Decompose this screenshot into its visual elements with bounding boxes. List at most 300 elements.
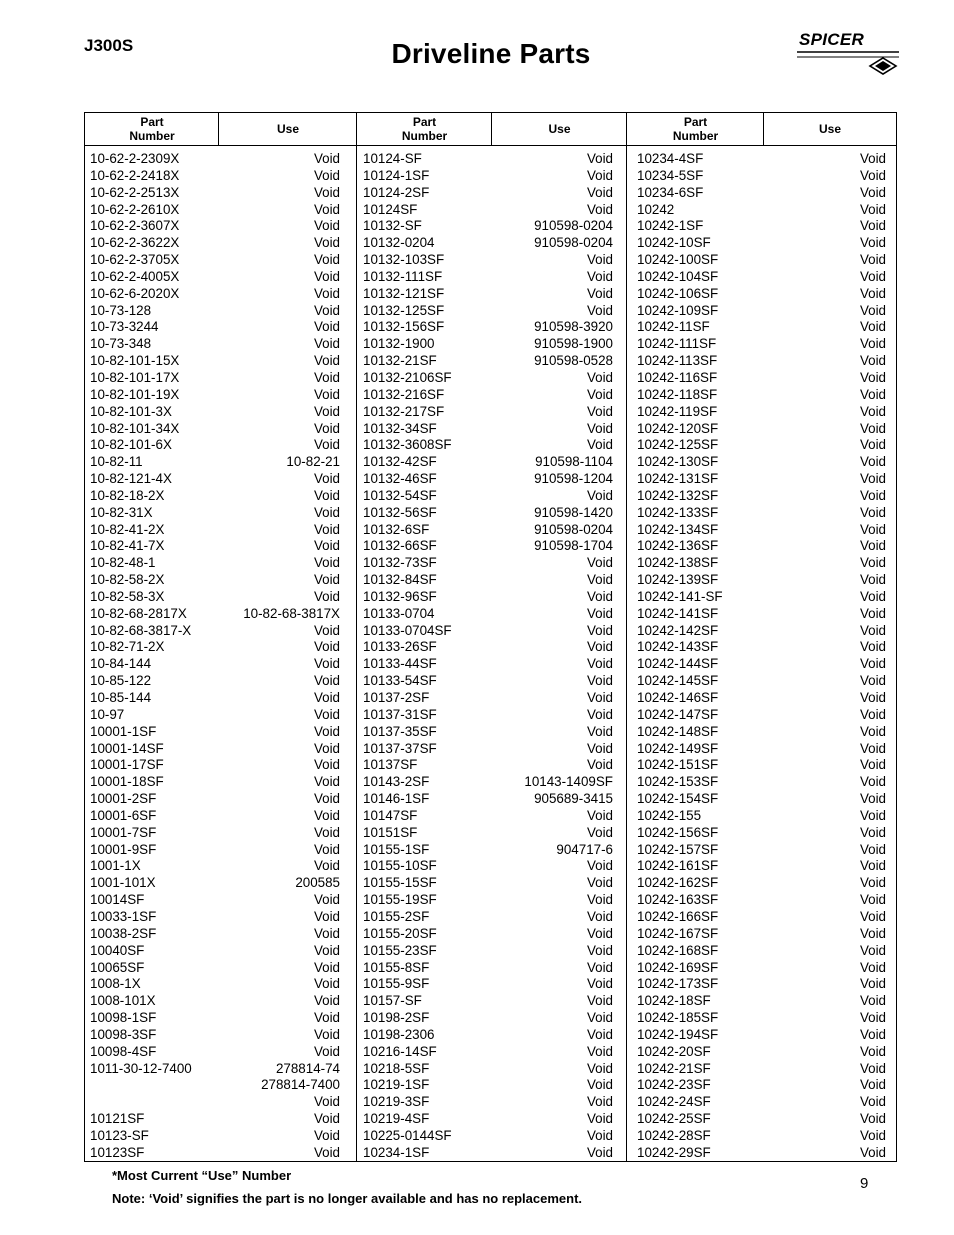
table-row (90, 421, 340, 438)
part-number-cell: 10001-18SF (90, 774, 164, 790)
use-cell: Void (313, 1026, 340, 1042)
table-row (363, 319, 613, 336)
table-row (637, 303, 886, 320)
use-cell: Void (313, 252, 340, 268)
part-number-cell: 10242-20SF (637, 1043, 711, 1059)
use-cell: Void (859, 858, 886, 874)
table-row (90, 151, 340, 168)
part-number-cell: 10132-21SF (363, 353, 437, 369)
use-cell: Void (313, 723, 340, 739)
table-row (363, 960, 613, 977)
table-row (363, 825, 613, 842)
table-row (90, 538, 340, 555)
use-cell: Void (859, 353, 886, 369)
use-cell: Void (313, 487, 340, 503)
table-row (637, 690, 886, 707)
use-cell: 910598-0528 (534, 353, 613, 369)
use-cell: Void (313, 184, 340, 200)
parts-column-2 (363, 151, 613, 1162)
part-number-cell: 10242-120SF (637, 420, 719, 436)
use-cell: Void (313, 285, 340, 301)
use-cell: Void (586, 403, 613, 419)
table-row (363, 976, 613, 993)
part-number-cell: 10242-136SF (637, 538, 719, 554)
part-number-cell: 10-73-3244 (90, 319, 159, 335)
use-cell: Void (313, 538, 340, 554)
part-number-cell: 10-62-2-2610X (90, 201, 180, 217)
table-row (637, 218, 886, 235)
table-row (637, 1077, 886, 1094)
part-number-cell: 10151SF (363, 824, 418, 840)
use-cell: Void (859, 656, 886, 672)
use-cell: Void (859, 942, 886, 958)
use-cell: Void (859, 841, 886, 857)
part-number-cell: 10-82-11 (90, 454, 143, 470)
part-number-cell: 10033-1SF (90, 908, 157, 924)
page-title: Driveline Parts (391, 38, 591, 69)
table-row (90, 235, 340, 252)
table-row (363, 252, 613, 269)
part-number-cell: 10155-19SF (363, 892, 437, 908)
use-cell: Void (586, 959, 613, 975)
part-number-cell: 10242-141-SF (637, 588, 723, 604)
part-number-cell: 10040SF (90, 942, 145, 958)
use-cell: Void (859, 252, 886, 268)
use-cell: 910598-1900 (534, 336, 613, 352)
table-row (637, 858, 886, 875)
part-number-cell: 10-82-101-34X (90, 420, 180, 436)
table-row (90, 185, 340, 202)
use-cell: Void (313, 471, 340, 487)
table-row (363, 1044, 613, 1061)
table-row (363, 656, 613, 673)
table-row (363, 993, 613, 1010)
table-row (363, 589, 613, 606)
table-row (637, 943, 886, 960)
part-number-cell: 10001-2SF (90, 791, 157, 807)
use-cell: Void (586, 690, 613, 705)
part-number-cell: 10234-6SF (637, 184, 704, 200)
part-number-cell: 10234-5SF (637, 167, 704, 183)
part-number-cell: 10242-145SF (637, 673, 719, 689)
use-cell: Void (859, 690, 886, 705)
part-number-cell: 10242-109SF (637, 302, 719, 318)
use-cell: Void (586, 588, 613, 604)
use-cell: Void (586, 1060, 613, 1076)
part-number-cell: 10157-SF (363, 993, 422, 1009)
use-cell: Void (859, 1026, 886, 1042)
use-cell: Void (586, 925, 613, 941)
part-number-cell: 10242-148SF (637, 723, 719, 739)
part-number-cell: 10123SF (90, 1144, 145, 1160)
table-row (363, 707, 613, 724)
part-number-cell: 10242-194SF (637, 1026, 719, 1042)
table-row (363, 454, 613, 471)
use-cell: Void (586, 824, 613, 840)
use-cell: 910598-1704 (534, 538, 613, 554)
part-number-cell: 10219-1SF (363, 1077, 430, 1093)
use-cell: Void (313, 201, 340, 217)
table-row (90, 875, 340, 892)
use-cell: Void (859, 369, 886, 385)
table-row (363, 1128, 613, 1145)
use-cell: Void (313, 1010, 340, 1026)
use-cell: Void (586, 1111, 613, 1127)
table-row (637, 454, 886, 471)
part-number-cell: 10242-28SF (637, 1127, 711, 1143)
part-number-cell: 10146-1SF (363, 791, 430, 807)
part-number-cell: 10155-1SF (363, 841, 430, 857)
part-number-cell: 10242-23SF (637, 1077, 711, 1093)
part-number-cell: 10242-18SF (637, 993, 711, 1009)
use-cell: Void (313, 690, 340, 705)
use-cell: Void (586, 993, 613, 1009)
part-number-cell: 10242-113SF (637, 353, 718, 369)
part-number-cell: 10242-106SF (637, 285, 719, 301)
use-cell: 910598-1104 (535, 454, 613, 470)
table-row (363, 218, 613, 235)
use-cell: Void (313, 1111, 340, 1127)
part-number-cell: 10132-1900 (363, 336, 435, 352)
table-row (637, 976, 886, 993)
part-number-cell: 10137-31SF (363, 706, 437, 722)
use-cell: Void (586, 622, 613, 638)
table-row (363, 757, 613, 774)
table-row (90, 724, 340, 741)
part-number-cell: 10155-9SF (363, 976, 430, 992)
use-cell: Void (859, 1043, 886, 1059)
part-number-cell: 10218-5SF (363, 1060, 430, 1076)
part-number-cell: 10143-2SF (363, 774, 430, 790)
table-row (363, 690, 613, 707)
part-number-cell: 10242-104SF (637, 268, 719, 284)
table-row (363, 235, 613, 252)
part-number-cell: 10198-2SF (363, 1010, 430, 1026)
table-row (637, 1061, 886, 1078)
table-row (90, 976, 340, 993)
table-row (637, 1128, 886, 1145)
part-number-cell: 10137-35SF (363, 723, 437, 739)
part-number-cell: 10124-2SF (363, 184, 430, 200)
table-row (637, 673, 886, 690)
page-number: 9 (860, 1175, 869, 1192)
footnote-current-use: *Most Current “Use” Number (112, 1168, 292, 1183)
use-cell: Void (313, 925, 340, 941)
part-number-cell: 10-62-2-3705X (90, 252, 180, 268)
use-cell: Void (313, 892, 340, 908)
table-row (90, 842, 340, 859)
table-row (363, 202, 613, 219)
table-row (90, 639, 340, 656)
part-number-cell: 10242-116SF (637, 369, 718, 385)
part-number-cell: 10-82-101-19X (90, 386, 180, 402)
use-cell: 278814-7400 (261, 1077, 340, 1093)
part-number-cell: 10137-2SF (363, 690, 430, 705)
use-cell: Void (859, 892, 886, 908)
table-row (637, 1027, 886, 1044)
part-number-cell: 10-82-48-1 (90, 555, 156, 571)
table-row (363, 421, 613, 438)
part-number-cell: 10124-SF (363, 151, 422, 166)
table-row (637, 437, 886, 454)
use-cell: Void (586, 1026, 613, 1042)
table-row (90, 926, 340, 943)
use-cell: Void (586, 1094, 613, 1110)
table-row (90, 454, 340, 471)
table-row (363, 303, 613, 320)
part-number-cell: 10132-216SF (363, 386, 445, 402)
table-row (637, 909, 886, 926)
part-number-cell: 10155-8SF (363, 959, 430, 975)
part-number-cell: 10001-1SF (90, 723, 157, 739)
part-number-cell: 10132-0204 (363, 235, 435, 251)
header-use-1: Use (276, 122, 299, 136)
part-number-cell: 10-82-101-17X (90, 369, 180, 385)
use-cell: Void (586, 487, 613, 503)
use-cell: Void (313, 959, 340, 975)
parts-table (84, 112, 897, 1162)
use-cell: Void (586, 572, 613, 588)
use-cell: Void (313, 151, 340, 166)
table-row (363, 471, 613, 488)
table-row (90, 741, 340, 758)
use-cell: Void (313, 268, 340, 284)
part-number-cell: 10242-132SF (637, 487, 719, 503)
part-number-cell: 10242-29SF (637, 1144, 711, 1160)
use-cell: Void (313, 791, 340, 807)
part-number-cell: 10242-131SF (637, 471, 719, 487)
table-row (637, 606, 886, 623)
part-number-cell: 10242-185SF (637, 1010, 719, 1026)
table-row (90, 336, 340, 353)
part-number-cell: 10198-2306 (363, 1026, 435, 1042)
part-number-cell: 10-62-2-2309X (90, 151, 180, 166)
use-cell: Void (586, 184, 613, 200)
table-row (363, 791, 613, 808)
use-cell: 10143-1409SF (524, 774, 613, 790)
part-number-cell: 10155-15SF (363, 875, 437, 891)
part-number-cell: 10147SF (363, 807, 418, 823)
part-number-cell: 10132-217SF (363, 403, 445, 419)
table-row (363, 1061, 613, 1078)
use-cell: Void (586, 875, 613, 891)
part-number-cell: 10133-54SF (363, 673, 437, 689)
table-row (90, 218, 340, 235)
table-row (90, 993, 340, 1010)
use-cell: Void (859, 622, 886, 638)
use-cell: Void (586, 285, 613, 301)
parts-column-3 (637, 151, 886, 1162)
table-row (637, 555, 886, 572)
column-divider (356, 113, 357, 1161)
part-number-cell: 10137SF (363, 757, 418, 773)
part-number-cell: 10-73-128 (90, 302, 152, 318)
part-number-cell: 10-82-58-2X (90, 572, 165, 588)
part-number-cell: 1011-30-12-7400 (90, 1060, 192, 1076)
use-cell: Void (586, 807, 613, 823)
part-number-cell: 10242-149SF (637, 740, 719, 756)
part-number-cell: 10-62-2-2513X (90, 184, 180, 200)
use-cell: Void (859, 201, 886, 217)
part-number-cell: 10225-0144SF (363, 1127, 452, 1143)
use-cell: Void (313, 572, 340, 588)
use-cell: Void (859, 925, 886, 941)
use-cell: 910598-1420 (534, 504, 613, 520)
part-number-cell: 1008-1X (90, 976, 141, 992)
use-cell: Void (859, 572, 886, 588)
use-cell: Void (313, 740, 340, 756)
part-number-cell: 10001-14SF (90, 740, 164, 756)
use-cell: Void (859, 386, 886, 402)
table-row (637, 639, 886, 656)
use-cell: Void (859, 454, 886, 470)
part-number-cell: 10124SF (363, 201, 418, 217)
part-number-cell: 10234-1SF (363, 1144, 430, 1160)
use-cell: Void (586, 892, 613, 908)
use-cell: Void (313, 218, 340, 234)
table-row (637, 1094, 886, 1111)
table-row (637, 353, 886, 370)
part-number-cell: 10242-166SF (637, 908, 719, 924)
header-use-3: Use (818, 122, 841, 136)
use-cell: Void (859, 976, 886, 992)
part-number-cell: 10-82-41-7X (90, 538, 165, 554)
header-divider (218, 113, 219, 146)
part-number-cell: 10242-153SF (637, 774, 719, 790)
table-row (637, 471, 886, 488)
part-number-cell: 10242-130SF (637, 454, 719, 470)
table-row (637, 892, 886, 909)
use-cell: Void (586, 1043, 613, 1059)
part-number-cell: 10242-133SF (637, 504, 719, 520)
part-number-cell: 10242-151SF (637, 757, 719, 773)
use-cell: Void (313, 858, 340, 874)
table-row (363, 842, 613, 859)
use-cell: Void (313, 774, 340, 790)
table-row (637, 336, 886, 353)
use-cell: Void (586, 437, 613, 453)
table-row (637, 370, 886, 387)
table-row (363, 538, 613, 555)
table-row (90, 757, 340, 774)
part-number-cell: 10065SF (90, 959, 145, 975)
document-code: J300S (84, 36, 134, 55)
part-number-cell: 10155-23SF (363, 942, 437, 958)
part-number-cell: 10-82-41-2X (90, 521, 165, 537)
use-cell: Void (586, 673, 613, 689)
table-row (363, 1111, 613, 1128)
use-cell: Void (859, 235, 886, 251)
part-number-cell: 10-85-122 (90, 673, 152, 689)
part-number-cell: 10242-173SF (637, 976, 719, 992)
part-number-cell: 10-82-101-3X (90, 403, 172, 419)
header-part-number-2: Part Number (401, 115, 448, 143)
part-number-cell: 10098-3SF (90, 1026, 157, 1042)
part-number-cell: 10242-141SF (637, 605, 719, 621)
use-cell: Void (313, 420, 340, 436)
use-cell: Void (859, 285, 886, 301)
part-number-cell: 10155-20SF (363, 925, 437, 941)
use-cell: Void (586, 369, 613, 385)
use-cell: Void (313, 942, 340, 958)
table-row (637, 589, 886, 606)
table-row (637, 522, 886, 539)
part-number-cell: 10242-163SF (637, 892, 719, 908)
part-number-cell: 10-82-58-3X (90, 588, 165, 604)
part-number-cell: 10014SF (90, 892, 145, 908)
table-row (637, 791, 886, 808)
table-row (363, 909, 613, 926)
table-row (637, 623, 886, 640)
table-row (363, 353, 613, 370)
table-row (637, 825, 886, 842)
table-row (363, 892, 613, 909)
header-divider (763, 113, 764, 146)
part-number-cell: 10242-138SF (637, 555, 719, 571)
use-cell: Void (313, 437, 340, 453)
table-row (90, 404, 340, 421)
part-number-cell: 10-62-2-3607X (90, 218, 180, 234)
use-cell: Void (859, 673, 886, 689)
part-number-cell: 10242-147SF (637, 706, 719, 722)
table-row (90, 1077, 340, 1094)
table-row (637, 235, 886, 252)
part-number-cell: 10133-0704SF (363, 622, 452, 638)
column-divider (626, 113, 627, 1161)
use-cell: 910598-0204 (534, 235, 613, 251)
table-row (90, 269, 340, 286)
part-number-cell: 10234-4SF (637, 151, 704, 166)
table-row (637, 875, 886, 892)
table-row (90, 387, 340, 404)
part-number-cell: 10242-21SF (637, 1060, 711, 1076)
part-number-cell: 10242-118SF (637, 386, 718, 402)
use-cell: 910598-0204 (534, 218, 613, 234)
use-cell: Void (859, 1111, 886, 1127)
use-cell: Void (859, 487, 886, 503)
table-row (90, 319, 340, 336)
use-cell: Void (859, 336, 886, 352)
use-cell: Void (859, 723, 886, 739)
part-number-cell: 10-62-6-2020X (90, 285, 180, 301)
table-row (363, 572, 613, 589)
table-row (637, 808, 886, 825)
part-number-cell: 10123-SF (90, 1127, 149, 1143)
part-number-cell: 10132-3608SF (363, 437, 452, 453)
table-row (637, 1010, 886, 1027)
part-number-cell: 10132-121SF (363, 285, 445, 301)
table-row (90, 1044, 340, 1061)
table-row (637, 741, 886, 758)
part-number-cell: 10242-11SF (637, 319, 710, 335)
table-row (90, 1027, 340, 1044)
table-row (90, 1094, 340, 1111)
table-row (363, 522, 613, 539)
use-cell: Void (313, 403, 340, 419)
part-number-cell: 10137-37SF (363, 740, 437, 756)
part-number-cell: 10-85-144 (90, 690, 152, 705)
table-row (363, 858, 613, 875)
use-cell: Void (859, 268, 886, 284)
use-cell: 910598-1204 (534, 471, 613, 487)
table-row (90, 1128, 340, 1145)
use-cell: Void (586, 757, 613, 773)
table-row (363, 404, 613, 421)
part-number-cell: 10-84-144 (90, 656, 152, 672)
part-number-cell: 10-73-348 (90, 336, 152, 352)
use-cell: Void (313, 673, 340, 689)
use-cell: Void (313, 302, 340, 318)
